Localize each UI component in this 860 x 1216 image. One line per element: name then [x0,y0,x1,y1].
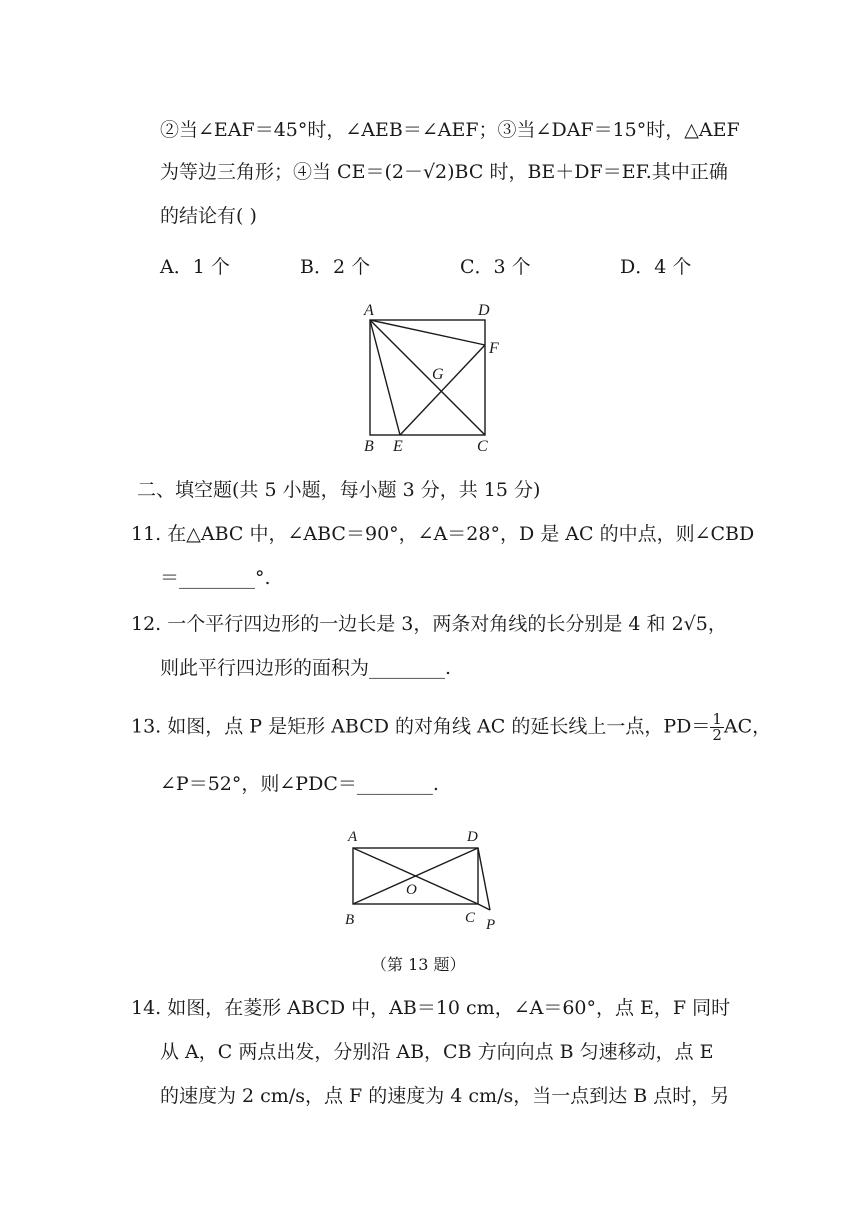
q11-line-2: ＝________°. [160,567,271,589]
q10-line-3: 为等边三角形；④当 CE＝(2－√2)BC 时，BE＋DF＝EF.其中正确 [160,161,728,183]
label-d: D [467,829,478,845]
option-b: B．2 个 [300,256,371,278]
label-b: B [364,438,374,455]
q12-line-1: 12. 一个平行四边形的一边长是 3，两条对角线的长分别是 4 和 2√5， [131,613,727,635]
q10-line-2: ②当∠EAF＝45°时，∠AEB＝∠AEF；③当∠DAF＝15°时，△AEF [160,119,740,141]
label-p: P [486,917,496,933]
label-g: G [432,366,444,383]
q13-text-b: AC， [723,715,772,738]
option-c: C．3 个 [460,256,531,278]
option-d: D．4 个 [620,256,692,278]
segment-ae [370,320,400,435]
segment-af [370,320,485,345]
label-c: C [465,910,476,926]
q13-text-a: 13. 如图，点 P 是矩形 ABCD 的对角线 AC 的延长线上一点，PD＝ [131,715,711,738]
label-a: A [364,302,374,319]
section-heading: 二、填空题(共 5 小题，每小题 3 分，共 15 分) [137,479,541,501]
q11-line-1: 11. 在△ABC 中，∠ABC＝90°，∠A＝28°，D 是 AC 的中点，则∠CBD [131,523,755,545]
segment-cp [478,904,490,910]
figure-rectangle-abcd [335,822,515,937]
q13-line-1 [131,712,771,743]
q14-line-1: 14. 如图，在菱形 ABCD 中，AB＝10 cm，∠A＝60°，点 E，F 同时 [131,997,731,1019]
q14-line-3: 的速度为 2 cm/s，点 F 的速度为 4 cm/s，当一点到达 B 点时，另 [160,1085,730,1107]
diagonal-ac [370,320,485,435]
label-a: A [348,829,358,845]
q10-line-4: 的结论有( ) [160,205,257,227]
q14-line-2: 从 A，C 两点出发，分别沿 AB，CB 方向向点 B 匀速移动，点 E [160,1041,714,1063]
label-c: C [477,438,488,455]
q13-line-2: ∠P＝52°，则∠PDC＝________. [160,773,439,795]
fraction-numerator: 1 [712,710,722,728]
fraction-denominator: 2 [712,726,722,744]
label-d: D [478,302,490,319]
q12-line-2: 则此平行四边形的面积为________. [160,657,452,679]
segment-dp [478,848,490,910]
label-b: B [345,912,355,928]
figure-caption: （第 13 题） [371,955,466,974]
label-o: O [406,882,417,898]
label-f: F [489,340,499,357]
figure-square-abcd [350,295,520,455]
option-a: A．1 个 [160,256,230,278]
label-e: E [393,438,403,455]
fraction-one-half [710,712,724,743]
